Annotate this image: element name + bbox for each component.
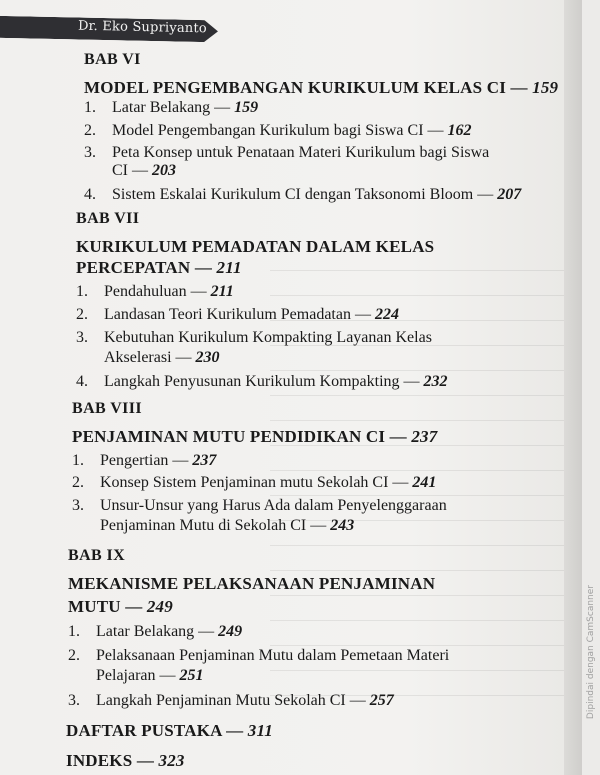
list-item: 1. Pengertian — 237 bbox=[72, 452, 217, 469]
chapter-title-continuation: MUTU — 249 bbox=[68, 597, 173, 616]
list-item: 3. Langkah Penjaminan Mutu Sekolah CI — 257 bbox=[68, 692, 394, 709]
list-item-continuation: Penjaminan Mutu di Sekolah CI — 243 bbox=[100, 517, 355, 534]
chapter-title-continuation: PERCEPATAN — 211 bbox=[76, 258, 242, 277]
list-item-continuation: CI — 203 bbox=[112, 162, 176, 179]
list-item: 3. Peta Konsep untuk Penataan Materi Kurikulum bagi Siswa bbox=[84, 144, 490, 161]
chapter-title: PENJAMINAN MUTU PENDIDIKAN CI — 237 bbox=[72, 427, 438, 446]
list-item: 3. Unsur-Unsur yang Harus Ada dalam Penyelenggaraan bbox=[72, 497, 447, 514]
list-item: 4. Sistem Eskalai Kurikulum CI dengan Taksonomi Bloom — 207 bbox=[84, 186, 522, 203]
chapter-label: BAB VIII bbox=[72, 400, 143, 417]
list-item-continuation: Pelajaran — 251 bbox=[96, 667, 204, 684]
page-spine-shadow bbox=[564, 0, 582, 775]
list-item: 1. Latar Belakang — 249 bbox=[68, 623, 243, 640]
author-name: Dr. Eko Supriyanto bbox=[77, 18, 208, 37]
list-item: 1. Pendahuluan — 211 bbox=[76, 283, 234, 300]
chapter-title: MEKANISME PELAKSANAAN PENJAMINAN bbox=[68, 574, 436, 593]
chapter-title: KURIKULUM PEMADATAN DALAM KELAS bbox=[76, 237, 435, 256]
list-item: 2. Landasan Teori Kurikulum Pemadatan — 224 bbox=[76, 306, 399, 323]
scanner-watermark: Dipindai dengan CamScanner bbox=[586, 585, 596, 720]
list-item: 1. Latar Belakang — 159 bbox=[84, 99, 259, 116]
list-item: 2. Model Pengembangan Kurikulum bagi Siswa CI — 162 bbox=[84, 122, 472, 139]
chapter-label: BAB VI bbox=[84, 51, 141, 68]
chapter-label: BAB IX bbox=[68, 547, 126, 564]
list-item: 4. Langkah Penyusunan Kurikulum Kompakting — 232 bbox=[76, 373, 448, 390]
list-item-continuation: Akselerasi — 230 bbox=[104, 349, 220, 366]
chapter-label: BAB VII bbox=[76, 210, 140, 227]
back-matter-title: DAFTAR PUSTAKA — 311 bbox=[66, 721, 273, 740]
list-item: 3. Kebutuhan Kurikulum Kompakting Layanan Kelas bbox=[76, 329, 432, 346]
list-item: 2. Pelaksanaan Penjaminan Mutu dalam Pemetaan Materi bbox=[68, 647, 450, 664]
list-item: 2. Konsep Sistem Penjaminan mutu Sekolah CI — 241 bbox=[72, 474, 437, 491]
chapter-title: MODEL PENGEMBANGAN KURIKULUM KELAS CI — 159 bbox=[84, 78, 559, 97]
back-matter-title: INDEKS — 323 bbox=[66, 751, 185, 770]
